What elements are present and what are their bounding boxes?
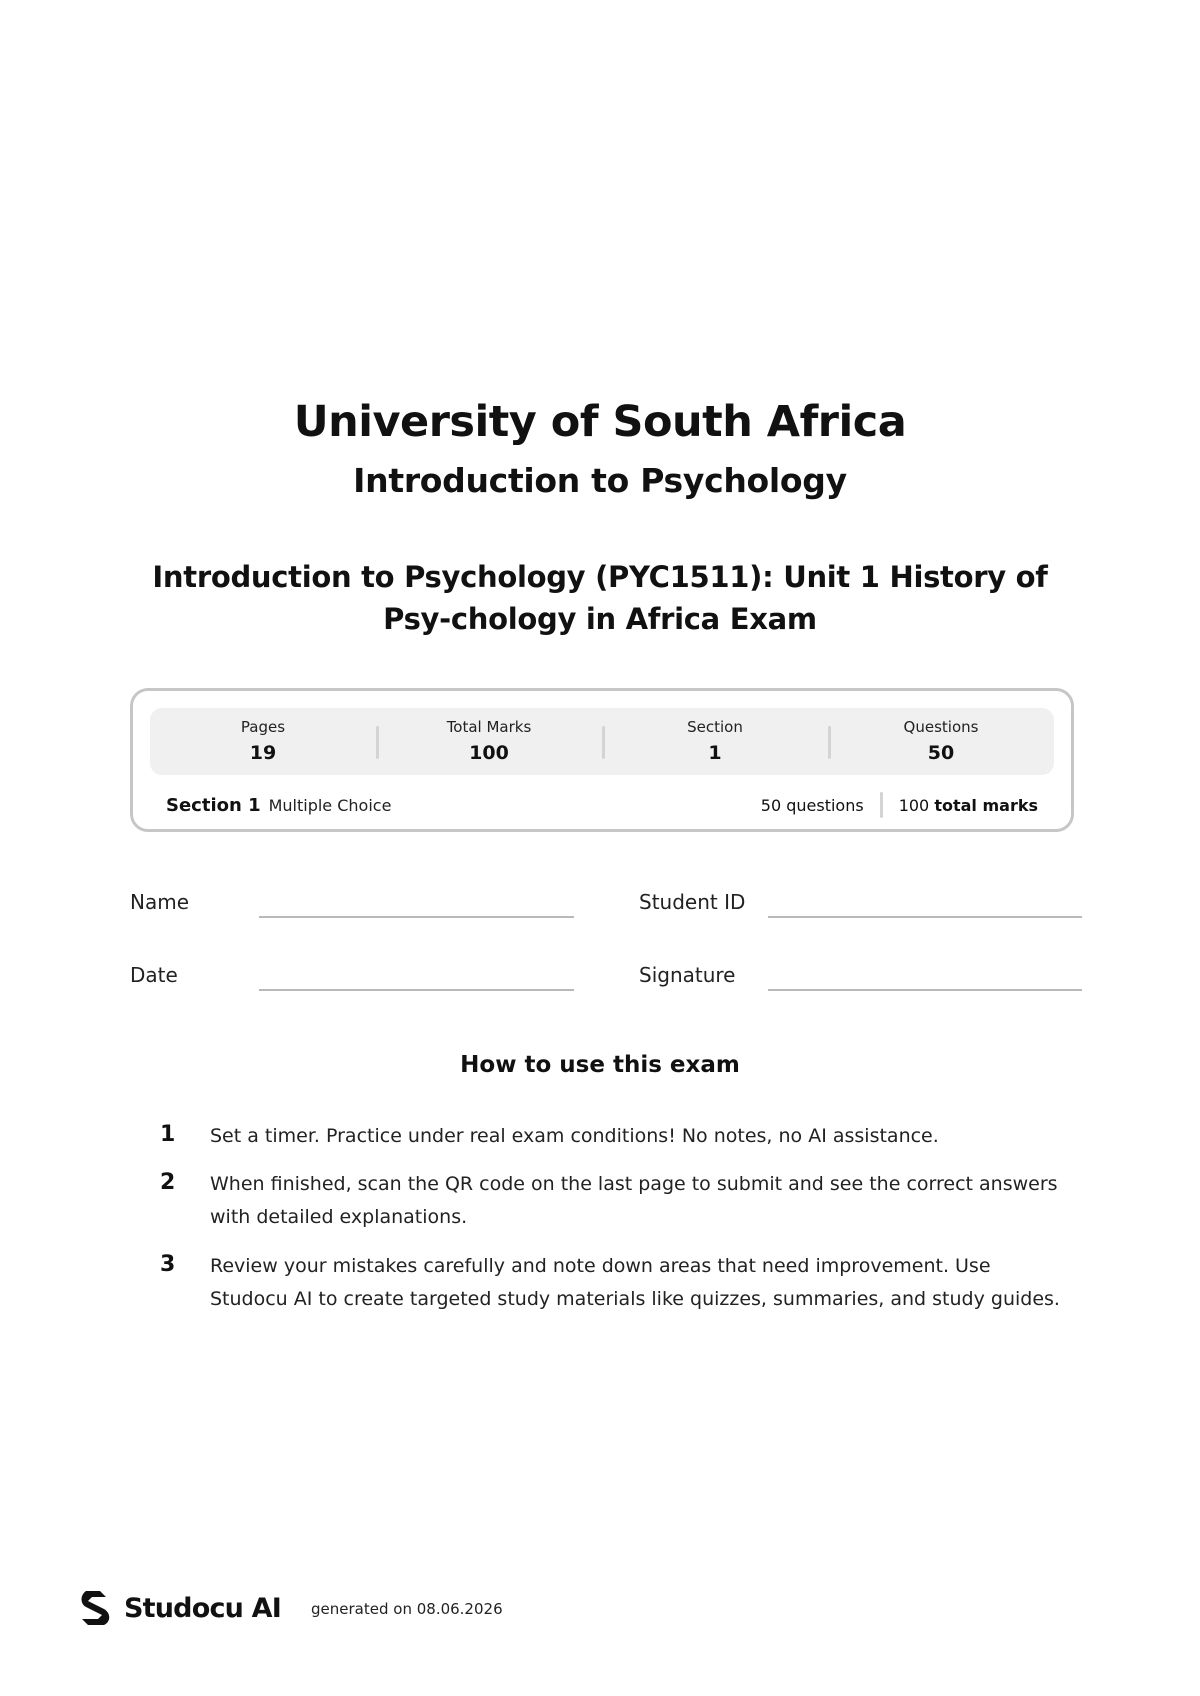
stat-value: 50 — [927, 742, 955, 764]
student-id-field[interactable] — [768, 916, 1082, 918]
stat-value: 1 — [708, 742, 722, 764]
exam-title: Introduction to Psychology (PYC1511): Unit 1 History of Psy-chology in Africa Exam — [152, 560, 1048, 636]
stat-label: Total Marks — [446, 718, 532, 736]
stat-value: 100 — [469, 742, 509, 764]
section-summary-row — [166, 791, 1038, 819]
university-name: University of South Africa — [293, 397, 907, 447]
student-id-label: Student ID — [639, 890, 746, 914]
stat-label: Pages — [240, 718, 286, 736]
stat-value: 19 — [249, 742, 277, 764]
section-marks-number: 100 — [898, 795, 930, 815]
instructions-title: How to use this exam — [460, 1052, 740, 1078]
footer — [78, 1588, 503, 1628]
step-text: Set a timer. Practice under real exam conditions! No notes, no AI assistance. — [210, 1125, 939, 1147]
step-number: 1 — [160, 1122, 176, 1147]
section-total-marks — [899, 796, 1038, 815]
step-number: 3 — [160, 1252, 176, 1277]
date-label: Date — [130, 963, 178, 987]
section-marks-label: total marks — [934, 795, 1038, 815]
brand-name: Studocu AI — [124, 1592, 282, 1624]
step-text: Review your mistakes carefully and note down areas that need improvement. Use Studocu AI to create targeted study materials like quizzes, summaries, and study guides. — [210, 1255, 1060, 1310]
stat-questions — [828, 708, 1054, 775]
stat-total-marks — [376, 708, 602, 775]
studocu-logo-icon — [78, 1589, 114, 1627]
date-field[interactable] — [259, 989, 574, 991]
exam-summary-card — [130, 688, 1074, 832]
name-field[interactable] — [259, 916, 574, 918]
section-type: Multiple Choice — [268, 795, 392, 815]
section-name: Section 1 — [166, 794, 261, 816]
section-divider — [880, 792, 883, 818]
section-totals — [761, 792, 1038, 818]
step-text: When finished, scan the QR code on the last page to submit and see the correct answers with detailed explanations. — [210, 1173, 1058, 1228]
section-question-count: 50 questions — [760, 795, 864, 815]
stat-section — [602, 708, 828, 775]
exam-stats — [150, 708, 1054, 775]
name-label: Name — [130, 890, 190, 914]
stat-pages — [150, 708, 376, 775]
step-number: 2 — [160, 1170, 176, 1195]
stat-label: Questions — [903, 718, 979, 736]
signature-label: Signature — [639, 963, 736, 987]
signature-field[interactable] — [768, 989, 1082, 991]
course-name: Introduction to Psychology — [353, 461, 847, 500]
stat-label: Section — [687, 718, 743, 736]
generated-date: generated on 08.06.2026 — [311, 1600, 503, 1618]
